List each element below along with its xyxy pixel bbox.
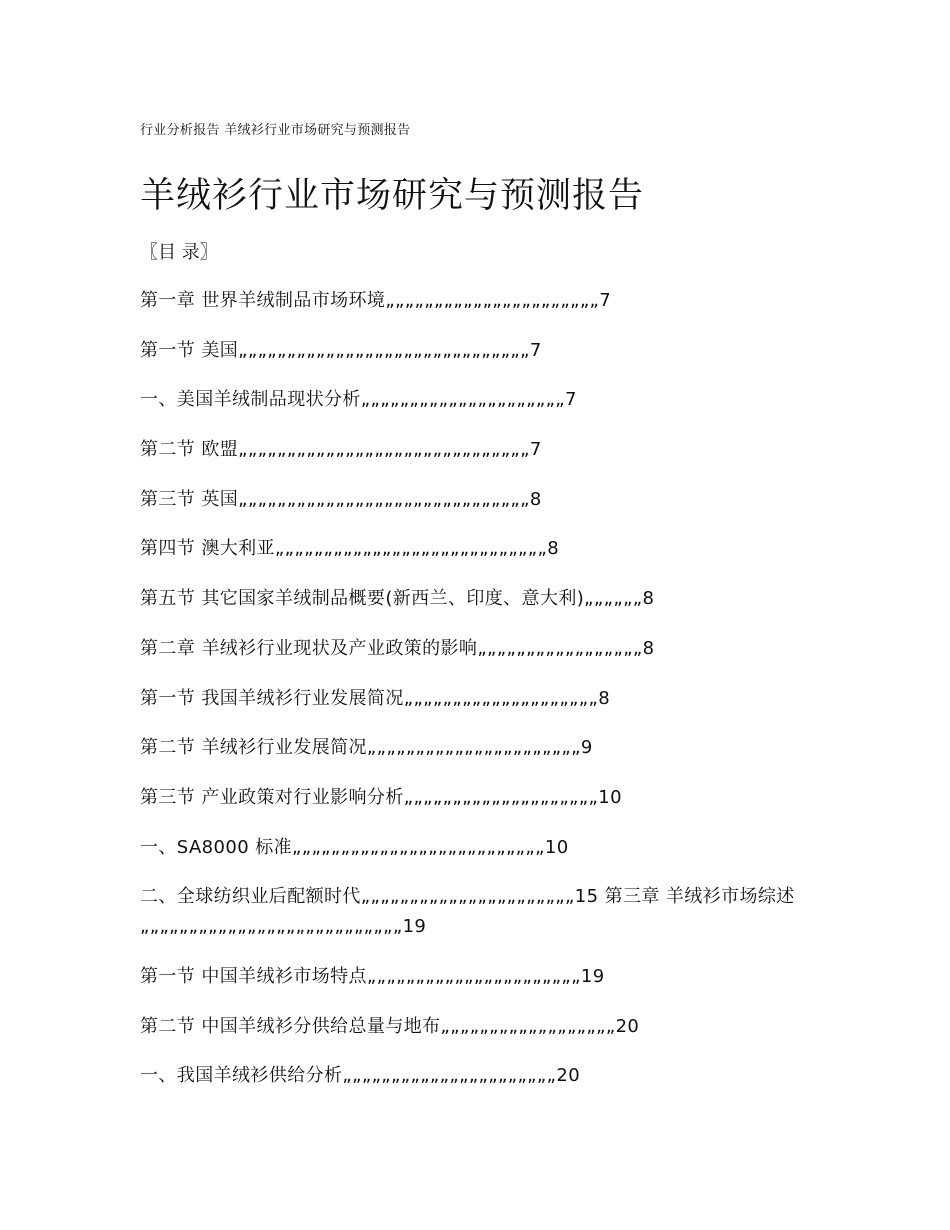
table-of-contents [140,286,810,1111]
toc-heading: 〖目 录〗 [140,242,218,263]
running-header: 行业分析报告 羊绒衫行业市场研究与预测报告 [140,123,411,138]
toc-entry[interactable]: 第三节 英国„„„„„„„„„„„„„„„„„„„„„„„„„„„„„„8 [140,488,542,510]
toc-entry[interactable]: 第一章 世界羊绒制品市场环境„„„„„„„„„„„„„„„„„„„„„„7 [140,290,612,311]
toc-entry[interactable]: 第二节 中国羊绒衫分供给总量与地布„„„„„„„„„„„„„„„„„„20 [140,1015,640,1037]
document-title: 羊绒衫行业市场研究与预测报告 [140,176,645,216]
toc-entry[interactable]: 第一节 美国„„„„„„„„„„„„„„„„„„„„„„„„„„„„„„7 [140,339,542,361]
toc-entry[interactable]: 第三节 产业政策对行业影响分析„„„„„„„„„„„„„„„„„„„„10 [140,786,622,808]
toc-entry[interactable]: 一、我国羊绒衫供给分析„„„„„„„„„„„„„„„„„„„„„„20 [140,1065,581,1087]
toc-entry[interactable]: 一、美国羊绒制品现状分析„„„„„„„„„„„„„„„„„„„„„7 [140,389,577,411]
toc-entry[interactable]: 第一节 中国羊绒衫市场特点„„„„„„„„„„„„„„„„„„„„„„19 [140,965,605,987]
toc-entry[interactable]: 第四节 澳大利亚„„„„„„„„„„„„„„„„„„„„„„„„„„„„8 [140,538,560,560]
toc-entry[interactable]: 第二章 羊绒衫行业现状及产业政策的影响„„„„„„„„„„„„„„„„„8 [140,637,655,659]
toc-entry[interactable]: 一、SA8000 标准„„„„„„„„„„„„„„„„„„„„„„„„„„10 [140,836,569,858]
toc-entry[interactable]: 二、全球纺织业后配额时代„„„„„„„„„„„„„„„„„„„„„„15 第三章 羊绒衫市场综述„„„„„„„„„„„„„„„„„„„„„„„„„„„19 [140,886,795,938]
toc-entry[interactable]: 第二节 羊绒衫行业发展简况„„„„„„„„„„„„„„„„„„„„„„9 [140,737,593,759]
toc-entry[interactable]: 第二节 欧盟„„„„„„„„„„„„„„„„„„„„„„„„„„„„„„7 [140,439,542,461]
toc-entry[interactable]: 第一节 我国羊绒衫行业发展简况„„„„„„„„„„„„„„„„„„„„8 [140,687,611,709]
toc-entry[interactable]: 第五节 其它国家羊绒制品概要(新西兰、印度、意大利)„„„„„„8 [140,588,655,610]
